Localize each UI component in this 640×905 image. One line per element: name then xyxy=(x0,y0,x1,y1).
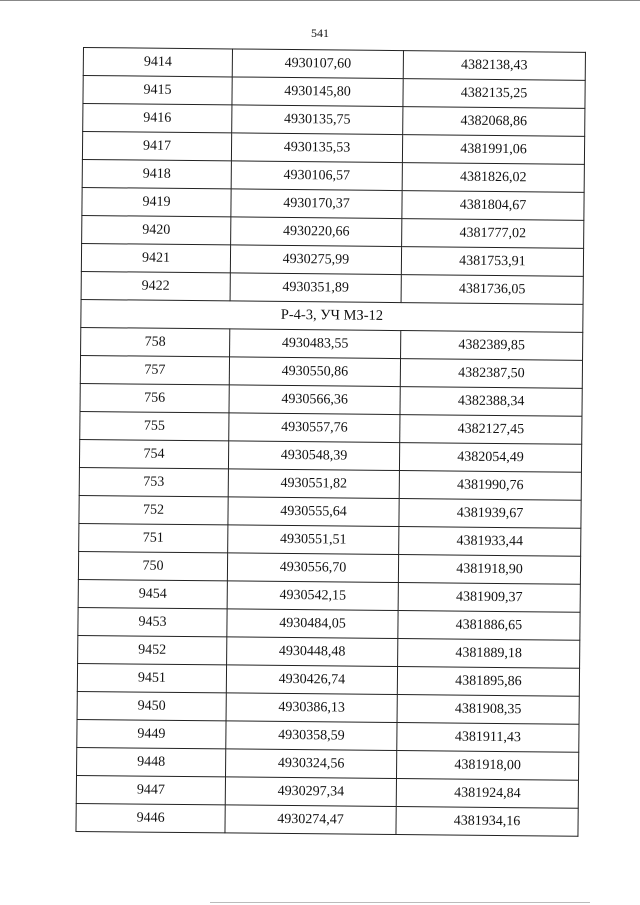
y-coordinate-cell: 4381908,35 xyxy=(397,695,579,725)
point-number-cell: 9448 xyxy=(77,747,226,776)
x-coordinate-cell: 4930551,82 xyxy=(228,469,399,499)
y-coordinate-cell: 4381991,06 xyxy=(402,135,584,165)
y-coordinate-cell: 4381736,05 xyxy=(401,275,583,305)
x-coordinate-cell: 4930145,80 xyxy=(232,77,403,107)
y-coordinate-cell: 4381934,16 xyxy=(396,807,578,837)
point-number-cell: 757 xyxy=(80,355,229,384)
point-number-cell: 754 xyxy=(79,439,228,468)
point-number-cell: 9419 xyxy=(82,187,231,216)
x-coordinate-cell: 4930170,37 xyxy=(231,189,402,219)
point-number-cell: 9446 xyxy=(76,803,225,832)
x-coordinate-cell: 4930542,15 xyxy=(227,581,398,611)
x-coordinate-cell: 4930135,75 xyxy=(232,105,403,135)
point-number-cell: 750 xyxy=(78,551,227,580)
x-coordinate-cell: 4930351,89 xyxy=(230,273,401,303)
table-row xyxy=(76,803,578,836)
point-number-cell: 751 xyxy=(79,523,228,552)
y-coordinate-cell: 4381909,37 xyxy=(398,583,580,613)
point-number-cell: 752 xyxy=(79,495,228,524)
point-number-cell: 9453 xyxy=(78,607,227,636)
y-coordinate-cell: 4381939,67 xyxy=(399,499,581,529)
x-coordinate-cell: 4930556,70 xyxy=(227,553,398,583)
x-coordinate-cell: 4930107,60 xyxy=(232,49,403,79)
x-coordinate-cell: 4930555,64 xyxy=(228,497,399,527)
point-number-cell: 758 xyxy=(81,327,230,356)
x-coordinate-cell: 4930275,99 xyxy=(230,245,401,275)
point-number-cell: 755 xyxy=(80,411,229,440)
y-coordinate-cell: 4382127,45 xyxy=(400,415,582,445)
y-coordinate-cell: 4382387,50 xyxy=(400,359,582,389)
y-coordinate-cell: 4381886,65 xyxy=(398,611,580,641)
page-number: 541 xyxy=(311,26,329,40)
x-coordinate-cell: 4930548,39 xyxy=(228,441,399,471)
point-number-cell: 9418 xyxy=(82,159,231,188)
x-coordinate-cell: 4930386,13 xyxy=(226,693,397,723)
point-number-cell: 9415 xyxy=(83,76,232,105)
x-coordinate-cell: 4930551,51 xyxy=(228,525,399,555)
x-coordinate-cell: 4930135,53 xyxy=(231,133,402,163)
y-coordinate-cell: 4381804,67 xyxy=(402,191,584,221)
x-coordinate-cell: 4930426,74 xyxy=(226,665,397,695)
x-coordinate-cell: 4930106,57 xyxy=(231,161,402,191)
y-coordinate-cell: 4382135,25 xyxy=(403,79,585,109)
y-coordinate-cell: 4382054,49 xyxy=(399,443,581,473)
point-number-cell: 9454 xyxy=(78,579,227,608)
coordinates-table-body xyxy=(76,48,586,837)
point-number-cell: 9452 xyxy=(78,635,227,664)
x-coordinate-cell: 4930274,47 xyxy=(225,805,396,835)
y-coordinate-cell: 4382389,85 xyxy=(401,331,583,361)
y-coordinate-cell: 4381918,00 xyxy=(396,751,578,781)
section-label: Р-4-3, УЧ МЗ-12 xyxy=(81,299,583,332)
y-coordinate-cell: 4382068,86 xyxy=(403,107,585,137)
x-coordinate-cell: 4930550,86 xyxy=(229,357,400,387)
y-coordinate-cell: 4381753,91 xyxy=(401,247,583,277)
x-coordinate-cell: 4930483,55 xyxy=(230,329,401,359)
y-coordinate-cell: 4382388,34 xyxy=(400,387,582,417)
x-coordinate-cell: 4930566,36 xyxy=(229,385,400,415)
coordinates-table xyxy=(75,47,586,837)
x-coordinate-cell: 4930324,56 xyxy=(226,749,397,779)
y-coordinate-cell: 4381911,43 xyxy=(397,723,579,753)
y-coordinate-cell: 4381895,86 xyxy=(397,667,579,697)
y-coordinate-cell: 4381889,18 xyxy=(398,639,580,669)
point-number-cell: 756 xyxy=(80,383,229,412)
x-coordinate-cell: 4930448,48 xyxy=(227,637,398,667)
point-number-cell: 9449 xyxy=(77,719,226,748)
y-coordinate-cell: 4381777,02 xyxy=(402,219,584,249)
y-coordinate-cell: 4381990,76 xyxy=(399,471,581,501)
y-coordinate-cell: 4381933,44 xyxy=(399,527,581,557)
point-number-cell: 753 xyxy=(79,467,228,496)
x-coordinate-cell: 4930297,34 xyxy=(225,777,396,807)
point-number-cell: 9414 xyxy=(83,48,232,77)
point-number-cell: 9447 xyxy=(76,775,225,804)
x-coordinate-cell: 4930484,05 xyxy=(227,609,398,639)
point-number-cell: 9422 xyxy=(81,271,230,300)
x-coordinate-cell: 4930557,76 xyxy=(229,413,400,443)
y-coordinate-cell: 4382138,43 xyxy=(403,51,585,81)
point-number-cell: 9417 xyxy=(82,132,231,161)
x-coordinate-cell: 4930358,59 xyxy=(226,721,397,751)
y-coordinate-cell: 4381918,90 xyxy=(398,555,580,585)
point-number-cell: 9451 xyxy=(77,663,226,692)
x-coordinate-cell: 4930220,66 xyxy=(231,217,402,247)
point-number-cell: 9421 xyxy=(81,243,230,272)
point-number-cell: 9420 xyxy=(82,215,231,244)
y-coordinate-cell: 4381924,84 xyxy=(396,779,578,809)
point-number-cell: 9416 xyxy=(83,104,232,133)
top-border-line xyxy=(0,0,640,1)
y-coordinate-cell: 4381826,02 xyxy=(402,163,584,193)
point-number-cell: 9450 xyxy=(77,691,226,720)
bottom-border-line xyxy=(210,902,590,903)
